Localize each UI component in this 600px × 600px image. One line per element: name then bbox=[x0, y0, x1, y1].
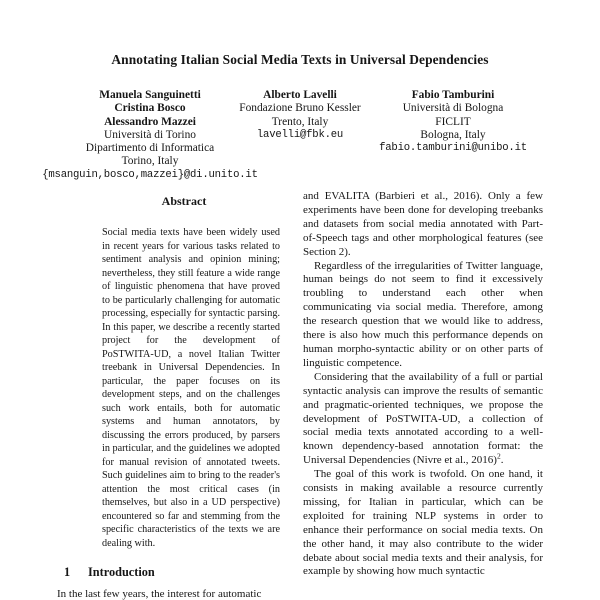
paragraph: and EVALITA (Barbieri et al., 2016). Only a few experiments have been done for developing treebanks and datasets from social media annotated with Part-of-Speech tags and other morphological features (see Section 2). bbox=[303, 190, 543, 258]
author-affiliation: Fondazione Bruno Kessler bbox=[239, 102, 361, 115]
author-affiliation: Università di Bologna bbox=[402, 102, 504, 115]
author-affiliation: Trento, Italy bbox=[271, 115, 329, 128]
paper-title: Annotating Italian Social Media Texts in Universal Dependencies bbox=[111, 52, 489, 67]
author-email: lavelli@fbk.eu bbox=[256, 128, 344, 141]
author-email: {msanguin,bosco,mazzei}@di.unito.it bbox=[42, 168, 258, 181]
paragraph: The goal of this work is twofold. On one hand, it consists in making available a resource currently missing, for Italian in particular, which can be exploited for training NLP systems in order to enhance their performance on social media texts. On the other hand, it may also contribute to the wider debate about social media texts and their analysis, for example by showing how much syntactic bbox=[303, 468, 543, 578]
author-name: Alberto Lavelli bbox=[263, 89, 337, 101]
paragraph bbox=[303, 371, 543, 468]
abstract-heading: Abstract bbox=[161, 194, 207, 208]
footnote-marker: 2 bbox=[496, 451, 501, 461]
author-block-bologna bbox=[340, 89, 566, 155]
author-affiliation: Torino, Italy bbox=[121, 155, 179, 168]
author-name: Fabio Tamburini bbox=[411, 89, 495, 101]
section-title: Introduction bbox=[88, 565, 155, 579]
abstract-text: Social media texts have been widely used in recent years for various tasks related to sentiment analysis and opinion mining; nevertheless, they still feature a wide range of linguistic phenomena that have proved to be particularly challenging for automatic processing, especially for syntactic parsing. In this paper, we describe a recently started project for the development of PoSTWITA-UD, a novel Italian Twitter treebank in Universal Dependencies. In particular, the paper focuses on its development steps, and on the challenges such work entails, both for automatic systems and human annotators, by discussing the errors produced, by parsers in particular, and the guidelines we adopted for manual revision of annotated tweets. Such guidelines aim to bring to the reader's attention the most critical cases (in themselves, but also in a UD perspective) encountered so far and stemming from the specific characteristics of the texts we are dealing with. bbox=[102, 227, 280, 549]
section-number: 1 bbox=[64, 565, 71, 579]
author-name: Manuela Sanguinetti bbox=[99, 89, 201, 101]
author-affiliation: Università di Torino bbox=[103, 128, 196, 141]
paragraph-text: . bbox=[500, 454, 504, 467]
section-1-heading bbox=[57, 565, 290, 580]
right-column bbox=[303, 190, 543, 579]
author-email: fabio.tamburini@unibo.it bbox=[379, 142, 527, 155]
author-affiliation: Bologna, Italy bbox=[420, 128, 486, 141]
author-affiliation: Dipartimento di Informatica bbox=[85, 142, 215, 155]
author-affiliation: FICLIT bbox=[435, 115, 471, 128]
left-column bbox=[57, 191, 290, 600]
author-name: Cristina Bosco bbox=[114, 102, 186, 115]
intro-paragraph: In the last few years, the interest for automatic bbox=[57, 588, 262, 600]
author-name: Alessandro Mazzei bbox=[104, 115, 196, 128]
paragraph-text: Considering that the availability of a full or partial syntactic analysis can improve the results of semantic and pragmatic-oriented techniques, we propose the development of PoSTWITA-UD, a collection of social media texts annotated according to a well-known dependency-based annotation format: the Universal Dependencies (Nivre et al., 2016) bbox=[303, 370, 543, 467]
paragraph: Regardless of the irregularities of Twitter language, human beings do not seem to find it excessively troubling to understand each other when communicating via social media. Therefore, among the research question that we would like to address, there is also how much this performance depends on human morpho-syntactic ability or on other parts of linguistic competence. bbox=[303, 259, 543, 369]
